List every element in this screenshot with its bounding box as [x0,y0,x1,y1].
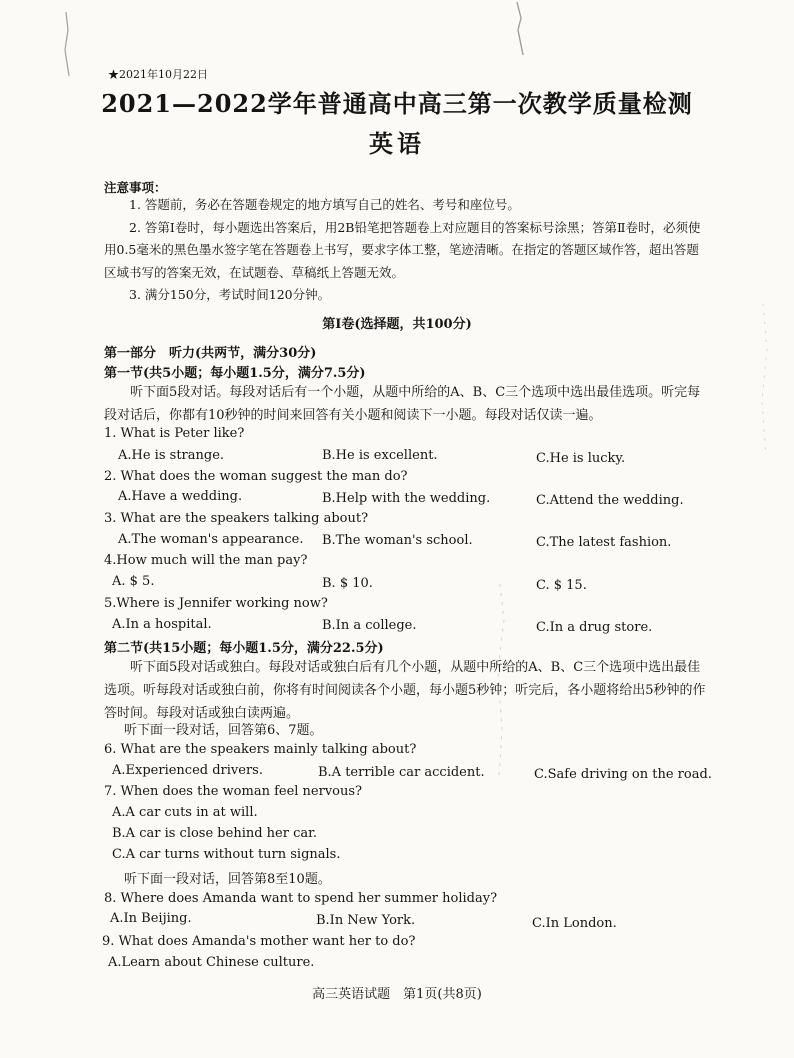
notice-list [104,194,706,307]
question-6: 6. What are the speakers mainly talking about? [104,742,417,757]
q1-option-a: A.He is strange. [118,448,225,463]
exam-subject: 英语 [369,129,425,158]
question-8: 8. Where does Amanda want to spend her summer holiday? [104,891,498,906]
q6-option-b: B.A terrible car accident. [318,765,485,780]
directions-text: 听下面5段对话或独白。每段对话或独白后有几个小题，从题中所给的A、B、C三个选项中选出最佳选项。听每段对话或独白前，你将有时间阅读各个小题，每小题5秒钟；听完后，各小题将给出5秒钟的作答时间。每段对话或独白读两遍。 [104,660,706,721]
part1-heading: 第一部分 听力(共两节，满分30分) [104,346,317,361]
q8-option-b: B.In New York. [316,913,416,928]
instruction-q8-10: 听下面一段对话，回答第8至10题。 [124,872,331,887]
q2-option-a: A.Have a wedding. [118,489,243,504]
q7-option-a: A.A car cuts in at will. [112,805,258,820]
q7-option-b: B.A car is close behind her car. [112,826,318,841]
q3-option-c: C.The latest fashion. [536,535,672,550]
section1-directions [104,381,708,427]
q2-option-b: B.Help with the wedding. [322,491,491,506]
q6-option-a: A.Experienced drivers. [112,763,263,778]
section2-directions [104,656,708,725]
q8-option-a: A.In Beijing. [110,911,192,926]
section2-heading: 第二节(共15小题；每小题1.5分，满分22.5分) [104,641,384,656]
question-3: 3. What are the speakers talking about? [104,511,369,526]
section1-heading: 第一节(共5小题；每小题1.5分，满分7.5分) [104,366,366,381]
question-5: 5.Where is Jennifer working now? [104,596,328,611]
exam-title: 2021—2022学年普通高中高三第一次教学质量检测 [101,89,693,118]
q5-option-b: B.In a college. [322,618,417,633]
q3-option-b: B.The woman's school. [322,533,473,548]
notice-heading: 注意事项： [104,180,167,195]
volume-heading: 第Ⅰ卷(选择题，共100分) [322,317,472,332]
q5-option-a: A.In a hospital. [112,617,212,632]
q1-option-c: C.He is lucky. [536,451,626,466]
q9-option-a: A.Learn about Chinese culture. [108,955,315,970]
question-7: 7. When does the woman feel nervous? [104,784,363,799]
q1-option-b: B.He is excellent. [322,448,438,463]
q4-option-c: C. $ 15. [536,578,587,593]
q7-option-c: C.A car turns without turn signals. [112,847,341,862]
question-9: 9. What does Amanda's mother want her to do? [102,934,416,949]
notice-item: 1. 答题前，务必在答题卷规定的地方填写自己的姓名、考号和座位号。 [129,197,520,212]
scan-smudge-left [58,10,78,80]
q4-option-a: A. $ 5. [112,574,155,589]
q4-option-b: B. $ 10. [322,576,373,591]
notice-item: 2. 答第Ⅰ卷时，每小题选出答案后，用2B铅笔把答题卷上对应题目的答案标号涂黑；答第Ⅱ卷时，必须使用0.5毫米的黑色墨水签字笔在答题卷上书写，要求字体工整，笔迹清晰。在指定的答题区域作答，超出答题区域书写的答案无效，在试题卷、草稿纸上答题无效。 [104,219,701,280]
page-footer: 高三英语试题 第1页(共8页) [312,987,482,1002]
directions-text: 听下面5段对话。每段对话后有一个小题，从题中所给的A、B、C三个选项中选出最佳选项。听完每段对话后，你都有10秒钟的时间来回答有关小题和阅读下一小题。每段对话仅读一遍。 [104,385,701,423]
q5-option-c: C.In a drug store. [536,620,653,635]
question-2: 2. What does the woman suggest the man do? [104,469,408,484]
q8-option-c: C.In London. [532,916,617,931]
q3-option-a: A.The woman's appearance. [118,532,304,547]
q6-option-c: C.Safe driving on the road. [534,767,712,782]
question-1: 1. What is Peter like? [104,426,245,441]
exam-date: ★2021年10月22日 [108,68,208,81]
q2-option-c: C.Attend the wedding. [536,493,684,508]
question-4: 4.How much will the man pay? [104,553,308,568]
instruction-q6-7: 听下面一段对话，回答第6、7题。 [124,723,323,738]
scan-smudge-right [505,0,535,60]
notice-item: 3. 满分150分，考试时间120分钟。 [129,287,331,302]
